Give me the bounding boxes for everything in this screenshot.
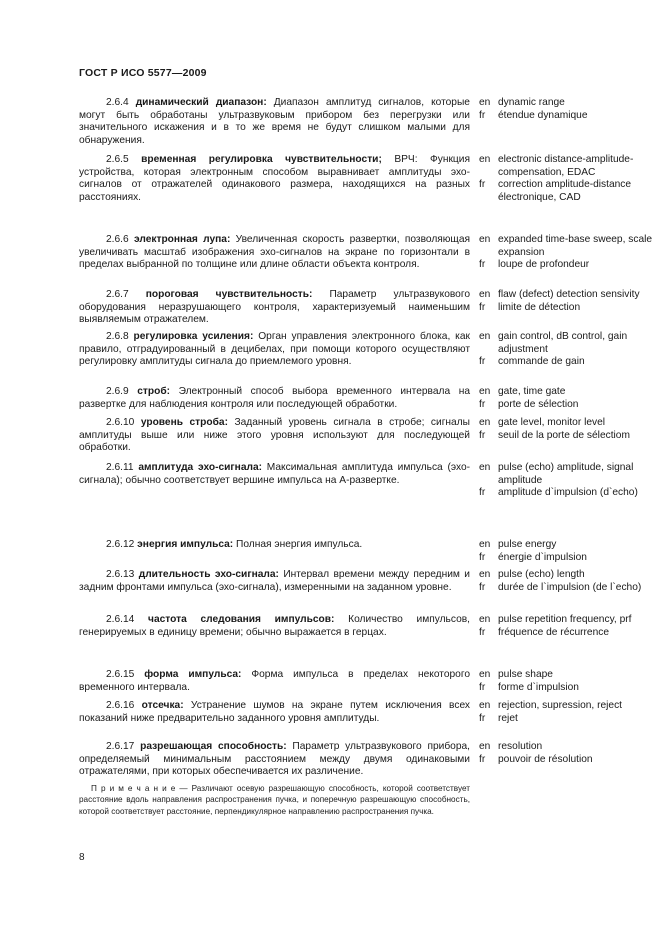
- translation-en: [479, 462, 659, 487]
- term-description: Форма импульса в пределах некоторого временного интервала.: [79, 669, 471, 693]
- translations: [479, 234, 659, 272]
- term-name: регулировка усиления:: [133, 331, 254, 342]
- term-description: Интервал времени между передним и задним фронтами импульса (эхо-сигнала), измеренными на заданном уровне.: [79, 569, 470, 593]
- translations: [479, 97, 659, 122]
- document-header: ГОСТ Р ИСО 5577—2009: [79, 67, 207, 79]
- term-description: Параметр ультразвукового оборудования неразрушающего контроля, характеризуемый наименьшим выявляемым отражателем.: [79, 289, 470, 326]
- term-definition: [79, 386, 470, 411]
- language-code: fr: [479, 259, 486, 271]
- translation-text: correction amplitude-distance électronique, CAD: [498, 179, 632, 203]
- translation-fr: [479, 713, 659, 726]
- translation-text: durée de l`impulsion (de l`echo): [498, 581, 642, 593]
- translations: [479, 569, 659, 594]
- translation-text: gain control, dB control, gain adjustment: [498, 331, 628, 355]
- translation-fr: [479, 302, 659, 315]
- language-code: en: [479, 386, 491, 397]
- translation-en: [479, 386, 659, 399]
- term-definition: [79, 462, 470, 487]
- term-name: строб:: [137, 386, 171, 397]
- term-number: 2.6.14: [106, 614, 135, 625]
- language-code: en: [479, 154, 491, 165]
- translation-fr: [479, 356, 659, 369]
- term-name: разрешающая способность:: [140, 741, 287, 752]
- term-number: 2.6.9: [106, 386, 129, 397]
- translation-text: pulse (echo) amplitude, signal amplitude: [498, 462, 634, 486]
- term-description: Параметр ультразвукового прибора, определяемый минимальным расстоянием между двумя одинаковыми отражателями, при которых обеспечивается их различение.: [79, 741, 470, 778]
- term-definition: [79, 569, 470, 594]
- note-text: Различают осевую разрешающую способность, которой соответствует расстояние вдоль направления распространения пучка, и поперечную разрешающую способность, которой соответствует расстояние, перпендикулярное направлению распространения пучка.: [79, 784, 470, 816]
- term-name: форма импульса:: [144, 669, 242, 680]
- term-definition: [79, 97, 470, 147]
- term-definition: [79, 234, 470, 272]
- translation-text: commande de gain: [498, 356, 585, 368]
- translation-text: pulse energy: [498, 539, 557, 550]
- translation-fr: [479, 627, 659, 640]
- translation-en: [479, 234, 659, 259]
- term-definition: [79, 700, 470, 725]
- translations: [479, 614, 659, 639]
- term-description: Увеличенная скорость развертки, позволяющая увеличивать масштаб изображения эхо-сигналов на экране по горизонтали в пределах выбранной по толщине или длине области объекта контроля.: [79, 234, 470, 271]
- term-number: 2.6.8: [106, 331, 129, 342]
- language-code: en: [479, 539, 491, 550]
- translation-text: dynamic range: [498, 97, 565, 108]
- term-definition: [79, 331, 470, 369]
- translation-text: pulse repetition frequency, prf: [498, 614, 632, 625]
- translation-en: [479, 289, 659, 302]
- language-code: fr: [479, 109, 486, 121]
- term-name: длительность эхо-сигнала:: [138, 569, 279, 580]
- translation-en: [479, 417, 659, 430]
- translation-en: [479, 700, 659, 713]
- translations: [479, 289, 659, 314]
- language-code: en: [479, 289, 491, 300]
- language-code: fr: [479, 753, 486, 765]
- language-code: fr: [479, 398, 486, 410]
- term-description: Электронный способ выбора временного интервала на развертке для наблюдения контроля или последующей обработки.: [79, 386, 470, 410]
- note: [79, 783, 470, 817]
- translation-text: gate level, monitor level: [498, 417, 606, 428]
- language-code: en: [479, 331, 491, 342]
- language-code: fr: [479, 681, 486, 693]
- language-code: fr: [479, 301, 486, 313]
- translations: [479, 700, 659, 725]
- translations: [479, 669, 659, 694]
- translation-fr: [479, 110, 659, 123]
- language-code: fr: [479, 356, 486, 368]
- translations: [479, 417, 659, 442]
- language-code: en: [479, 669, 491, 680]
- page-number: 8: [79, 852, 85, 863]
- translation-text: expanded time-base sweep, scale expansion: [498, 234, 653, 258]
- translation-text: gate, time gate: [498, 386, 566, 397]
- term-description: Максимальная амплитуда импульса (эхо-сигнала); обычно соответствует вершине импульса на А-развертке.: [79, 462, 470, 486]
- term-definition: [79, 417, 470, 455]
- language-code: fr: [479, 551, 486, 563]
- translation-text: flaw (defect) detection sensivity: [498, 289, 640, 300]
- term-description: Количество импульсов, генерируемых в единицу времени; обычно выражается в герцах.: [79, 614, 470, 638]
- term-number: 2.6.11: [106, 462, 134, 473]
- translations: [479, 741, 659, 766]
- term-definition: [79, 614, 470, 639]
- language-code: fr: [479, 429, 486, 441]
- term-number: 2.6.4: [106, 97, 129, 108]
- language-code: fr: [479, 581, 486, 593]
- translations: [479, 154, 659, 204]
- term-name: пороговая чувствительность:: [145, 289, 313, 300]
- language-code: en: [479, 569, 491, 580]
- translation-fr: [479, 179, 659, 204]
- language-code: en: [479, 700, 491, 711]
- language-code: en: [479, 741, 491, 752]
- translation-en: [479, 539, 659, 552]
- note-label: П р и м е ч а н и е —: [91, 784, 188, 793]
- translation-text: amplitude d`impulsion (d`echo): [498, 487, 638, 499]
- translation-text: resolution: [498, 741, 543, 752]
- translation-text: énergie d`impulsion: [498, 551, 587, 563]
- term-definition: [79, 154, 470, 204]
- term-definition: [79, 669, 470, 694]
- translation-en: [479, 669, 659, 682]
- translation-fr: [479, 430, 659, 443]
- translation-fr: [479, 582, 659, 595]
- term-name: электронная лупа:: [134, 234, 231, 245]
- term-description: ВРЧ: Функция устройства, которая электронным способом выравнивает амплитуды эхо-сигналов от отражателей одинакового размера, находящихся на разных расстояниях.: [79, 154, 470, 203]
- term-number: 2.6.16: [106, 700, 135, 711]
- term-name: динамический диапазон:: [135, 97, 267, 108]
- translation-text: pouvoir de résolution: [498, 753, 593, 765]
- translation-text: loupe de profondeur: [498, 259, 590, 271]
- translation-text: electronic distance-amplitude-compensation, EDAC: [498, 154, 634, 178]
- term-description: Орган управления электронного блока, как правило, отградуированный в децибелах, при помощи которого осуществляют регулировку амплитуды сигнала до приемлемого уровня.: [79, 331, 470, 368]
- translation-en: [479, 97, 659, 110]
- translation-en: [479, 741, 659, 754]
- translation-en: [479, 154, 659, 179]
- translation-fr: [479, 399, 659, 412]
- term-name: частота следования импульсов:: [148, 614, 335, 625]
- term-name: временная регулировка чувствительности;: [141, 154, 382, 165]
- term-number: 2.6.15: [106, 669, 135, 680]
- translation-fr: [479, 682, 659, 695]
- translation-fr: [479, 754, 659, 767]
- language-code: fr: [479, 487, 486, 499]
- translation-text: pulse shape: [498, 669, 553, 680]
- language-code: fr: [479, 626, 486, 638]
- term-description: Диапазон амплитуд сигналов, которые могут быть обработаны ультразвуковым прибором без перегрузки или значительного искажения и в то же время не будут слишком малыми для обнаружения.: [79, 97, 470, 146]
- translation-text: étendue dynamique: [498, 109, 588, 121]
- translation-text: fréquence de récurrence: [498, 626, 609, 638]
- translation-text: forme d`impulsion: [498, 681, 579, 693]
- translation-text: rejet: [498, 712, 518, 724]
- term-definition: [79, 741, 470, 779]
- term-description: Полная энергия импульса.: [233, 539, 363, 550]
- translations: [479, 462, 659, 500]
- language-code: fr: [479, 712, 486, 724]
- language-code: en: [479, 97, 491, 108]
- translation-en: [479, 569, 659, 582]
- term-number: 2.6.12: [106, 539, 135, 550]
- language-code: en: [479, 234, 491, 245]
- term-number: 2.6.17: [106, 741, 135, 752]
- language-code: fr: [479, 179, 486, 191]
- translation-en: [479, 331, 659, 356]
- term-number: 2.6.10: [106, 417, 135, 428]
- translation-fr: [479, 259, 659, 272]
- term-name: амплитуда эхо-сигнала:: [138, 462, 263, 473]
- term-number: 2.6.7: [106, 289, 129, 300]
- language-code: en: [479, 462, 491, 473]
- translation-text: seuil de la porte de sélectiom: [498, 429, 630, 441]
- translations: [479, 331, 659, 369]
- translations: [479, 539, 659, 564]
- translations: [479, 386, 659, 411]
- translation-text: rejection, supression, reject: [498, 700, 623, 711]
- translation-text: limite de détection: [498, 301, 581, 313]
- translation-text: pulse (echo) length: [498, 569, 585, 580]
- translation-fr: [479, 487, 659, 500]
- translation-text: porte de sélection: [498, 398, 579, 410]
- translation-fr: [479, 552, 659, 565]
- language-code: en: [479, 417, 491, 428]
- term-name: отсечка:: [141, 700, 184, 711]
- term-definition: [79, 539, 470, 552]
- term-name: энергия импульса:: [137, 539, 234, 550]
- language-code: en: [479, 614, 491, 625]
- term-definition: [79, 289, 470, 327]
- term-description: Заданный уровень сигнала в стробе; сигналы амплитуды выше или ниже этого уровня используют для последующей обработки.: [79, 417, 470, 454]
- translation-en: [479, 614, 659, 627]
- term-number: 2.6.5: [106, 154, 129, 165]
- term-number: 2.6.13: [106, 569, 135, 580]
- term-description: Устранение шумов на экране путем исключения всех показаний ниже предварительно заданного уровня амплитуды.: [79, 700, 470, 724]
- term-name: уровень строба:: [140, 417, 228, 428]
- term-number: 2.6.6: [106, 234, 129, 245]
